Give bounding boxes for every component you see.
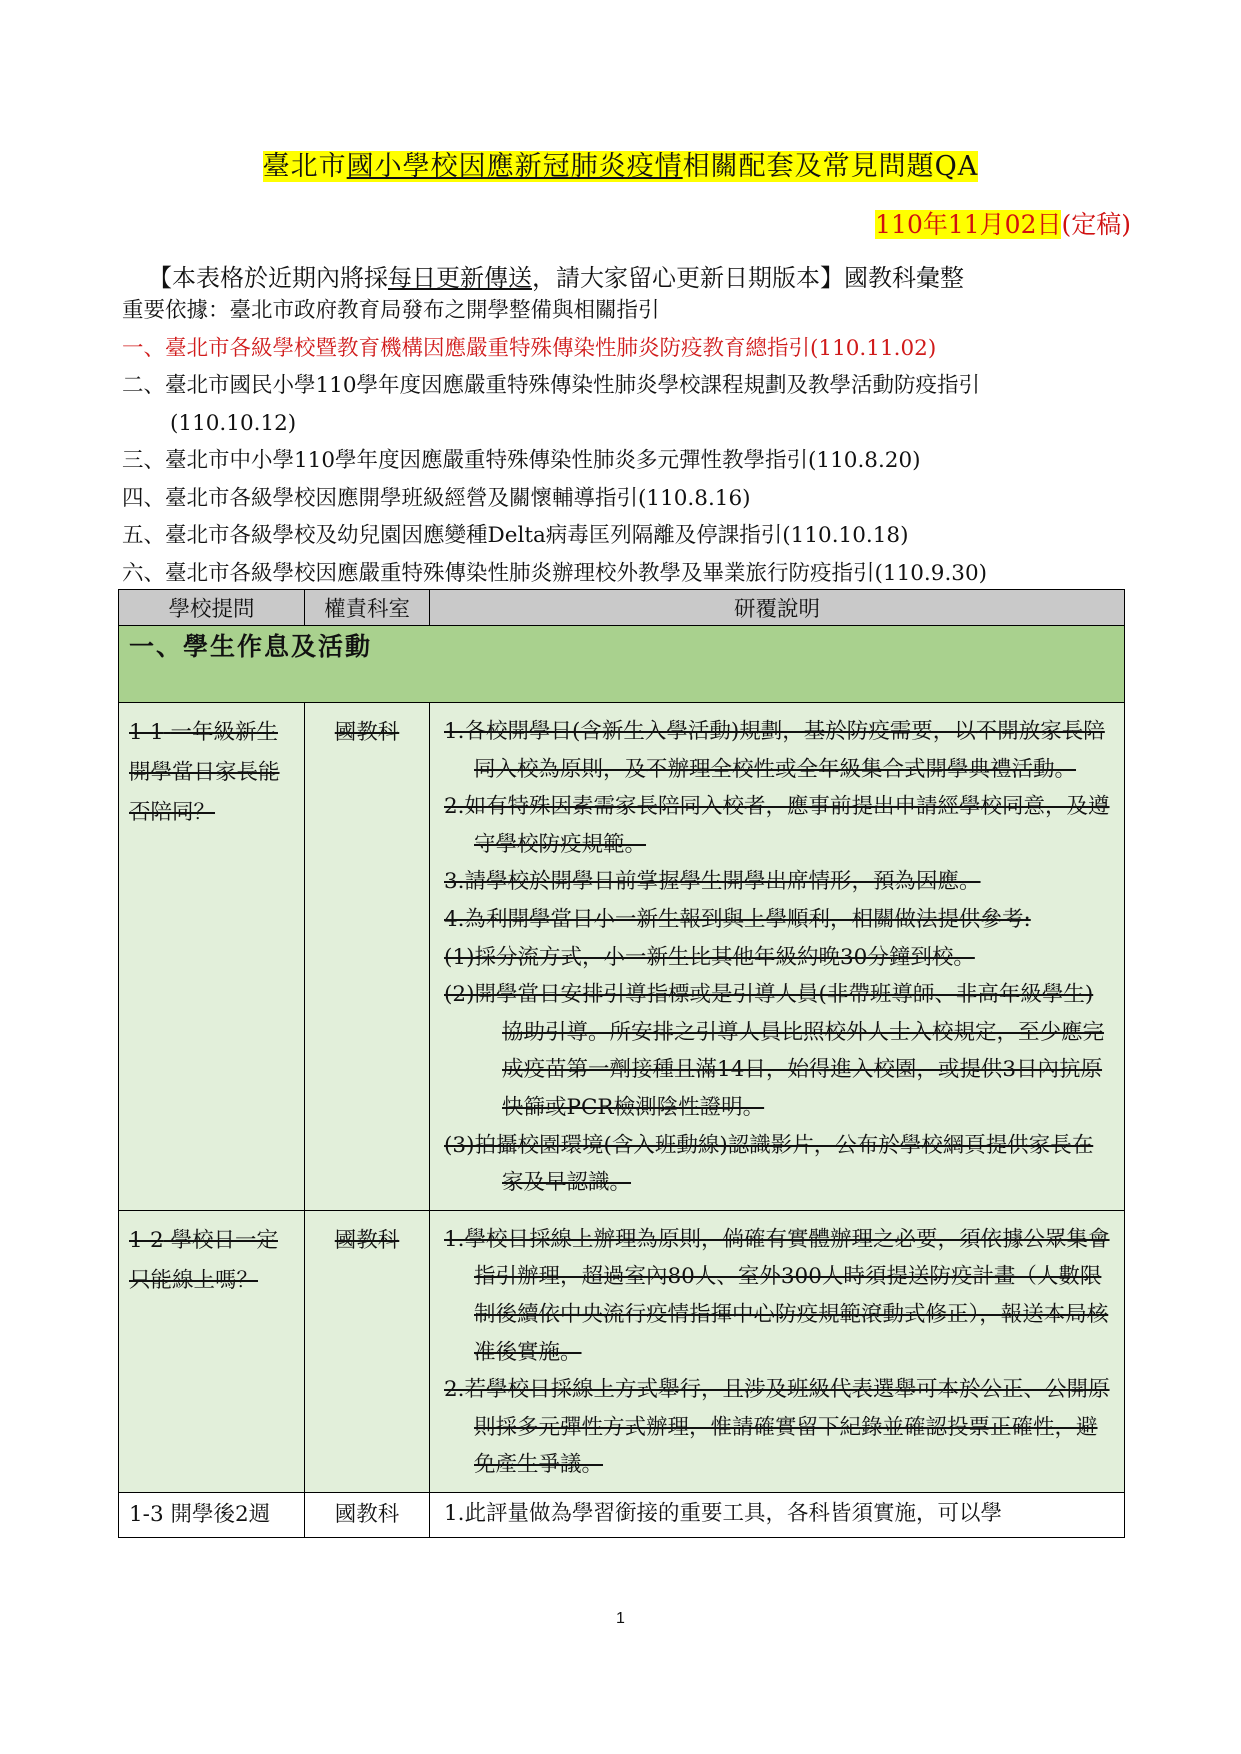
response-subitem: (3)拍攝校園環境(含入班動線)認識影片，公布於學校網頁提供家長在家及早認識。 — [444, 1132, 1094, 1196]
response-subitem: (1)採分流方式，小一新生比其他年級約晚30分鐘到校。 — [444, 944, 975, 970]
table-row — [119, 1492, 1125, 1537]
question-cell — [119, 1492, 305, 1537]
reference-item: 三、臺北市中小學110學年度因應嚴重特殊傳染性肺炎多元彈性教學指引(110.8.20) — [122, 448, 921, 473]
question-number: 1-3 — [129, 1501, 164, 1527]
question-number: 1-1 — [129, 720, 164, 745]
response-item: 2.若學校日採線上方式舉行，且涉及班級代表選舉可本於公正、公開原則採多元彈性方式辦理，惟請確實留下紀錄並確認投票正確性，避免產生爭議。 — [444, 1377, 1110, 1478]
qa-table — [118, 589, 1125, 1538]
department-cell: 國教科 — [305, 703, 430, 1211]
question-text: 學校日一定只能線上嗎？ — [129, 1227, 278, 1293]
question-cell — [119, 1210, 305, 1492]
reference-item: 六、臺北市各級學校因應嚴重特殊傳染性肺炎辦理校外教學及畢業旅行防疫指引(110.9.30) — [122, 560, 988, 586]
response-item: 3.請學校於開學日前掌握學生開學出席情形，預為因應。 — [444, 869, 981, 895]
update-notice — [148, 258, 964, 293]
title-suffix: 相關配套及常見問題QA — [682, 151, 979, 182]
notice-suffix: ，請大家留心更新日期版本】國教科彙整 — [532, 264, 964, 292]
header-question: 學校提問 — [119, 590, 305, 626]
revision-date-note: (定稿) — [1061, 210, 1131, 239]
title-highlight — [263, 151, 979, 182]
reference-item: 一、臺北市各級學校暨教育機構因應嚴重特殊傳染性肺炎防疫教育總指引(110.11.02) — [122, 335, 937, 361]
department-cell: 國教科 — [305, 1210, 430, 1492]
reference-item: 二、臺北市國民小學110學年度因應嚴重特殊傳染性肺炎學校課程規劃及教學活動防疫指引 — [122, 373, 981, 398]
header-response: 研覆說明 — [430, 590, 1125, 626]
table-header-row — [119, 590, 1125, 626]
reference-item: 五、臺北市各級學校及幼兒園因應變種Delta病毒匡列隔離及停課指引(110.10.18) — [122, 523, 909, 548]
reference-item: 四、臺北市各級學校因應開學班級經營及關懷輔導指引(110.8.16) — [122, 485, 751, 511]
revision-date — [875, 205, 1131, 241]
response-cell — [430, 1492, 1125, 1537]
question-text: 開學後2週 — [170, 1501, 271, 1527]
title-prefix: 臺北市 — [262, 151, 347, 182]
reference-item-continuation: (110.10.12) — [170, 410, 297, 436]
document-title — [0, 144, 1241, 183]
response-cell — [430, 1210, 1125, 1492]
notice-underlined: 每日更新傳送 — [388, 264, 532, 292]
response-item: 1.各校開學日(含新生入學活動)規劃，基於防疫需要，以不開放家長陪同入校為原則，及不辦理全校性或全年級集合式開學典禮活動。 — [444, 719, 1105, 782]
reference-list — [122, 292, 1132, 592]
department-cell: 國教科 — [305, 1492, 430, 1537]
response-cell — [430, 703, 1125, 1211]
response-item: 1.此評量做為學習銜接的重要工具，各科皆須實施，可以學 — [444, 1500, 1003, 1526]
revision-date-value: 110年11月02日 — [875, 210, 1062, 239]
response-item: 1.學校日採線上辦理為原則，倘確有實體辦理之必要，須依據公眾集會指引辦理，超過室內80人、室外300人時須提送防疫計畫（人數限制後續依中央流行疫情指揮中心防疫規範滾動式修正），報送本局核准後實施。 — [444, 1226, 1110, 1365]
title-underlined: 國小學校因應新冠肺炎疫情 — [346, 151, 683, 182]
notice-prefix: 【本表格於近期內將採 — [148, 264, 388, 292]
question-text: 一年級新生開學當日家長能否陪同？ — [129, 720, 280, 825]
section-row — [119, 626, 1125, 703]
table-row — [119, 703, 1125, 1211]
section-title: 一、學生作息及活動 — [119, 626, 1125, 703]
response-item: 2.如有特殊因素需家長陪同入校者，應事前提出申請經學校同意，及遵守學校防疫規範。 — [444, 794, 1110, 857]
table-row — [119, 1210, 1125, 1492]
basis-heading: 重要依據：臺北市政府教育局發布之開學整備與相關指引 — [122, 298, 660, 323]
question-cell — [119, 703, 305, 1211]
page-number: 1 — [616, 1610, 625, 1627]
question-number: 1-2 — [129, 1227, 164, 1253]
header-department: 權責科室 — [305, 590, 430, 626]
response-subitem: (2)開學當日安排引導指標或是引導人員(非帶班導師、非高年級學生)協助引導。所安排之引導人員比照校外人士入校規定，至少應完成疫苗第一劑接種且滿14日，始得進入校園，或提供3日內抗原快篩或PCR檢測陰性證明。 — [444, 982, 1105, 1120]
response-item: 4.為利開學當日小一新生報到與上學順利，相關做法提供參考: — [444, 906, 1031, 932]
